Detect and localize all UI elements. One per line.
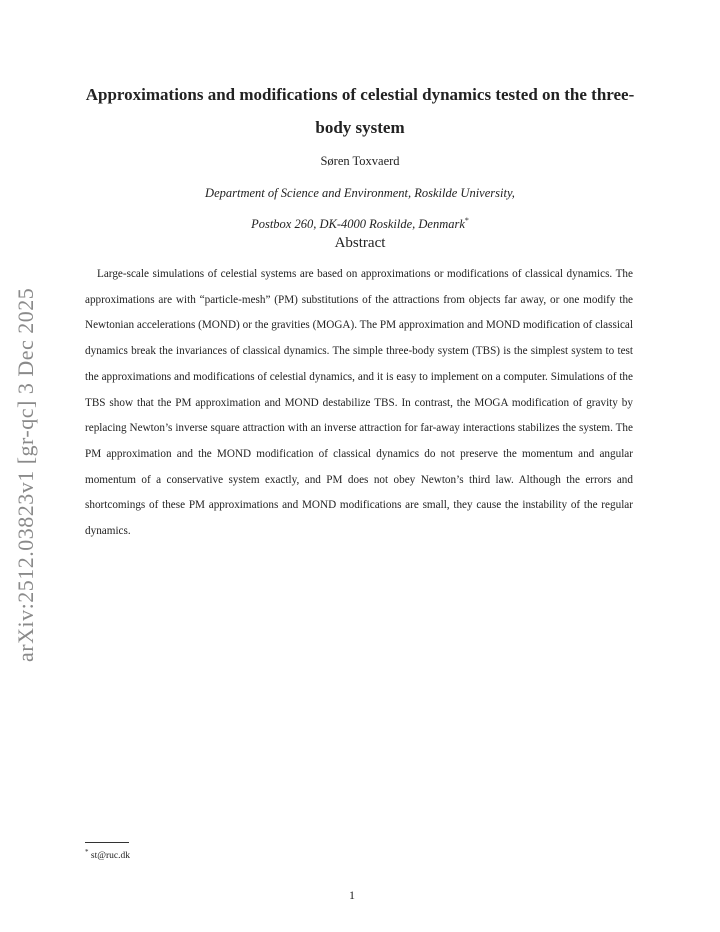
footnote (85, 848, 130, 861)
footnote-email: st@ruc.dk (90, 851, 130, 862)
abstract-text: Large-scale simulations of celestial systems are based on approximations or modifications of classical dynamics. The approximations are with “particle-mesh” (PM) substitutions of the attractions from objects far away, or one modify the Newtonian accelerations (MOND) or the gravities (MOGA). The PM approximation and MOND modification of classical dynamics break the invariances of classical dynamics. The simple three-body system (TBS) is the simplest system to test the approximations and modifications of celestial dynamics, and it is easy to implement on a computer. Simulations of the TBS show that the PM approximation and MOND destabilize TBS. In contrast, the MOGA modification of gravity by replacing Newton’s inverse square attraction with an inverse attraction for far-away interactions stabilizes the system. The PM approximation and the MOND modification of classical dynamics do not preserve the momentum and angular momentum of a conservative system exactly, and PM does not obey Newton’s third law. Although the errors and shortcomings of these PM approximations and MOND modifications are small, they cause the instability of the regular dynamics. (85, 268, 633, 538)
abstract-heading: Abstract (334, 235, 386, 251)
page-number: 1 (349, 888, 355, 902)
footnote-marker: * (85, 848, 89, 856)
affiliation (80, 180, 640, 238)
affiliation-footnote-marker: * (464, 216, 469, 225)
arxiv-identifier: arXiv:2512.03823v1 [gr-qc] 3 Dec 2025 (13, 287, 38, 662)
affiliation-line-2-text: Postbox 260, DK-4000 Roskilde, Denmark (251, 217, 465, 232)
affiliation-line-1: Department of Science and Environment, Roskilde University, (205, 186, 515, 200)
affiliation-line-2 (80, 207, 640, 238)
footnote-divider (85, 842, 129, 843)
paper-title: Approximations and modifications of celestial dynamics tested on the three-body system (85, 85, 635, 137)
author-name: Søren Toxvaerd (320, 154, 400, 168)
